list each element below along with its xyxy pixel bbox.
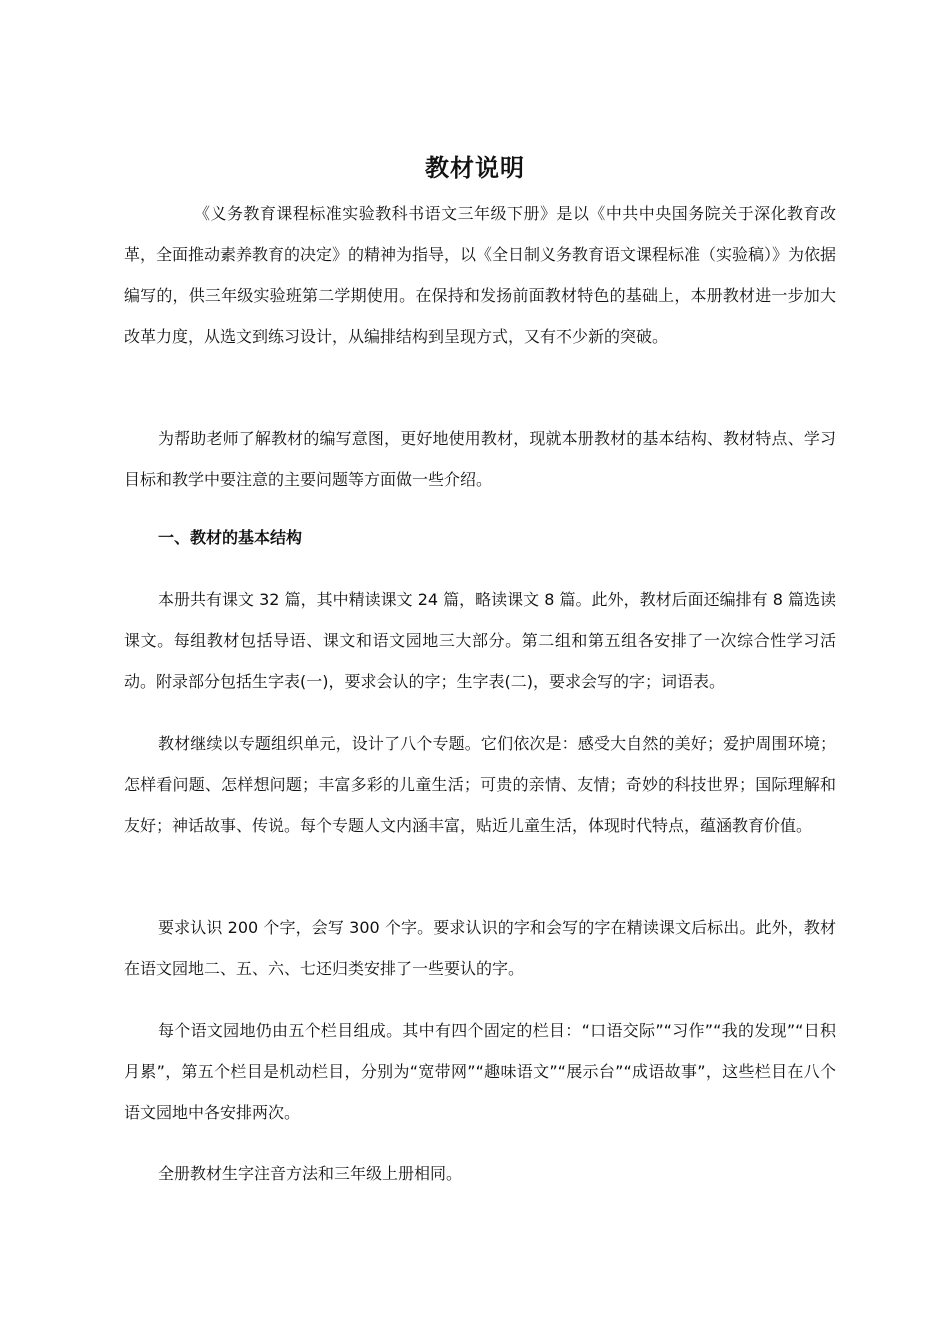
pinyin-method-paragraph: 全册教材生字注音方法和三年级上册相同。 xyxy=(158,1164,463,1183)
characters-paragraph: 要求认识 200 个字，会写 300 个字。要求认识的字和会写的字在精读课文后标出。此外，教材在语文园地二、五、六、七还归类安排了一些要认的字。 xyxy=(124,918,836,978)
document-title: 教材说明 xyxy=(425,154,525,182)
themes-paragraph: 教材继续以专题组织单元，设计了八个专题。它们依次是：感受大自然的美好；爱护周围环境；怎样看问题、怎样想问题；丰富多彩的儿童生活；可贵的亲情、友情；奇妙的科技世界；国际理解和友好；神话故事、传说。每个专题人文内涵丰富，贴近儿童生活，体现时代特点，蕴涵教育价值。 xyxy=(124,734,836,835)
purpose-paragraph: 为帮助老师了解教材的编写意图，更好地使用教材，现就本册教材的基本结构、教材特点、学习目标和教学中要注意的主要问题等方面做一些介绍。 xyxy=(124,429,836,489)
section-heading: 一、教材的基本结构 xyxy=(158,528,303,547)
intro-paragraph: 《义务教育课程标准实验教科书语文三年级下册》是以《中共中央国务院关于深化教育改革，全面推动素养教育的决定》的精神为指导，以《全日制义务教育语文课程标准（实验稿）》为依据编写的，供三年级实验班第二学期使用。在保持和发扬前面教材特色的基础上，本册教材进一步加大改革力度，从选文到练习设计，从编排结构到呈现方式，又有不少新的突破。 xyxy=(124,204,837,346)
garden-columns-paragraph: 每个语文园地仍由五个栏目组成。其中有四个固定的栏目：“口语交际”“习作”“我的发现”“日积月累”，第五个栏目是机动栏目，分别为“宽带网”“趣味语文”“展示台”“成语故事”，这些栏目在八个语文园地中各安排两次。 xyxy=(124,1021,836,1122)
structure-paragraph: 本册共有课文 32 篇，其中精读课文 24 篇，略读课文 8 篇。此外，教材后面还编排有 8 篇选读课文。每组教材包括导语、课文和语文园地三大部分。第二组和第五组各安排了一次综合性学习活动。附录部分包括生字表(一)，要求会认的字；生字表(二)，要求会写的字；词语表。 xyxy=(124,590,836,691)
